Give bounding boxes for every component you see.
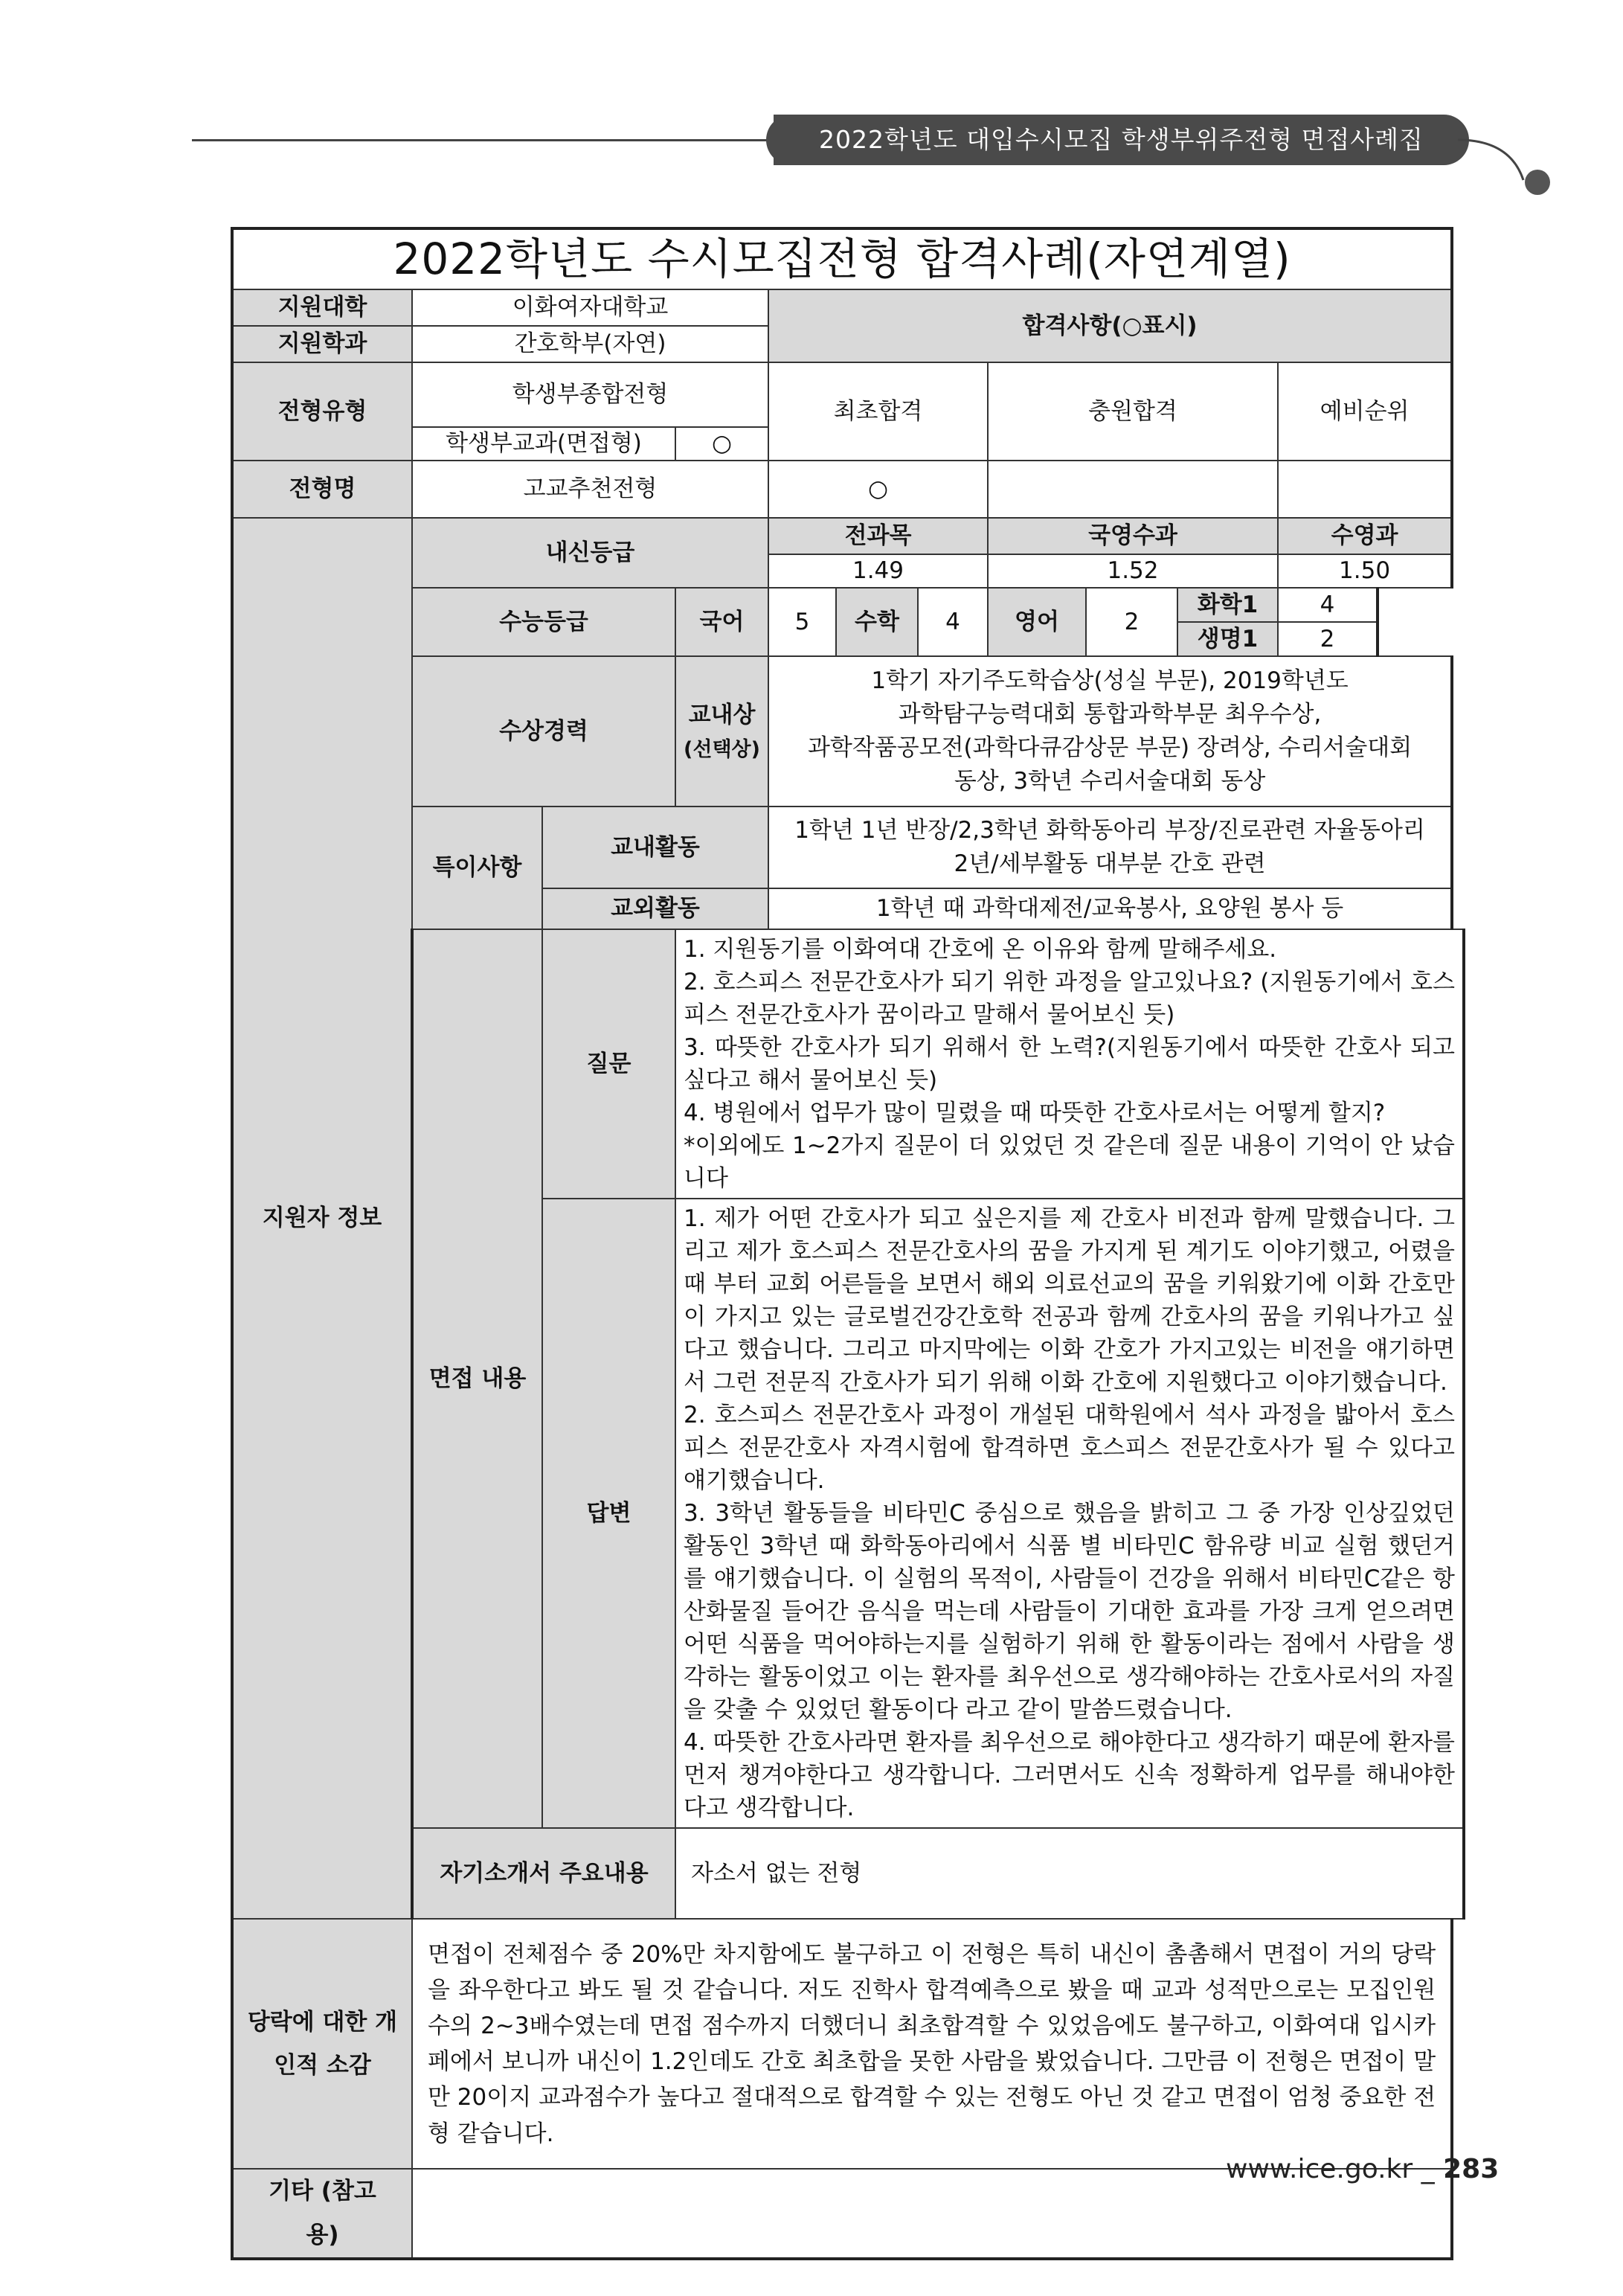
csat-english-label: 영어 <box>988 588 1086 656</box>
running-title: 2022학년도 대입수시모집 학생부위주전형 면접사례집 <box>774 115 1469 165</box>
question-item: 1. 지원동기를 이화여대 간호에 온 이유와 함께 말해주세요. <box>684 936 1277 963</box>
gpa-value-kems: 1.52 <box>988 554 1278 588</box>
gpa-header-kems: 국영수과 <box>988 518 1278 554</box>
page-footer <box>1226 2154 1499 2184</box>
awards-line: 동상, 3학년 수리서술대회 동상 <box>954 767 1266 795</box>
gpa-value-all: 1.49 <box>768 554 988 588</box>
gpa-header-all: 전과목 <box>768 518 988 554</box>
result-waitlist-mark <box>1278 461 1452 518</box>
label-answer: 답변 <box>542 1199 675 1828</box>
questions-value <box>675 929 1464 1199</box>
csat-korean-value: 5 <box>768 588 836 656</box>
admission-type-1: 학생부종합전형 <box>412 362 768 427</box>
label-awards-sub-paren: (선택상) <box>684 738 760 762</box>
page-number: 283 <box>1443 2154 1500 2184</box>
self-intro-value: 자소서 없는 전형 <box>675 1828 1464 1919</box>
label-awards-sub-main: 교내상 <box>688 701 756 728</box>
result-first-mark: ○ <box>768 461 988 518</box>
result-additional-label: 충원합격 <box>988 362 1278 461</box>
csat-sci1-value: 4 <box>1278 588 1378 622</box>
csat-sci2-label: 생명1 <box>1177 622 1278 656</box>
university-value: 이화여자대학교 <box>412 289 768 326</box>
result-waitlist-label: 예비순위 <box>1278 362 1452 461</box>
awards-value <box>768 656 1452 807</box>
csat-math-value: 4 <box>918 588 988 656</box>
label-admission-type: 전형유형 <box>232 362 412 461</box>
question-item: 2. 호스피스 전문간호사가 되기 위한 과정을 알고있나요? (지원동기에서 호스피스 전문간호사가 꿈이라고 말해서 물어보신 듯) <box>684 969 1455 1029</box>
result-additional-mark <box>988 461 1278 518</box>
csat-sci2-value: 2 <box>1278 622 1378 656</box>
opinion-value: 면접이 전체점수 중 20%만 차지함에도 불구하고 이 전형은 특히 내신이 촘촘해서 면접이 거의 당락을 좌우한다고 봐도 될 것 같습니다. 저도 진학사 합격예측으로 봤을 때 교과 성적만으로는 모집인원 수의 2~3배수였는데 면접 점수까지 더했더니 최초합격할 수 있었음에도 불구하고, 이화여대 입시카페에서 보니까 내신이 1.2인데도 간호 최초합을 못한 사람을 봤었습니다. 그만큼 이 전형은 면접이 말만 20이지 교과점수가 높다고 절대적으로 합격할 수 있는 전형도 아닌 것 같고 면접이 엄청 중요한 전형 같습니다. <box>412 1919 1452 2169</box>
question-item: 3. 따뜻한 간호사가 되기 위해서 한 노력?(지원동기에서 따뜻한 간호사 되고싶다고 해서 물어보신 듯) <box>684 1034 1455 1094</box>
awards-line: 1학기 자기주도학습상(성실 부문), 2019학년도 <box>871 667 1349 695</box>
in-school-line: 1학년 1년 반장/2,3학년 화학동아리 부장/진로관련 자율동아리 <box>794 817 1425 844</box>
answers-value <box>675 1199 1464 1828</box>
result-first-label: 최초합격 <box>768 362 988 461</box>
csat-korean-label: 국어 <box>675 588 768 656</box>
label-admission-name: 전형명 <box>232 461 412 518</box>
label-university: 지원대학 <box>232 289 412 326</box>
csat-english-value: 2 <box>1086 588 1177 656</box>
label-applicant-info: 지원자 정보 <box>232 518 412 1919</box>
footer-separator: _ <box>1421 2154 1435 2184</box>
label-other: 기타 (참고용) <box>232 2169 412 2259</box>
admission-type-2-mark: ○ <box>675 427 768 461</box>
label-awards: 수상경력 <box>412 656 675 807</box>
label-out-school: 교외활동 <box>542 888 768 929</box>
result-header: 합격사항(○표시) <box>768 289 1452 362</box>
label-department: 지원학과 <box>232 326 412 362</box>
question-item: *이외에도 1~2가지 질문이 더 있었던 것 같은데 질문 내용이 기억이 안 났습니다 <box>684 1132 1455 1193</box>
label-in-school: 교내활동 <box>542 807 768 888</box>
label-awards-sub <box>675 656 768 807</box>
label-csat: 수능등급 <box>412 588 675 656</box>
awards-line: 과학탐구능력대회 통합과학부문 최우수상, <box>898 701 1322 728</box>
admission-case-table <box>231 227 1465 2260</box>
question-item: 4. 병원에서 업무가 많이 밀렸을 때 따뜻한 간호사로서는 어떻게 할지? <box>684 1100 1386 1127</box>
label-question: 질문 <box>542 929 675 1199</box>
admission-type-2: 학생부교과(면접형) <box>412 427 675 461</box>
answer-item: 3. 3학년 활동들을 비타민C 중심으로 했음을 밝히고 그 중 가장 인상깊었던 활동인 3학년 때 화학동아리에서 식품 별 비타민C 함유량 비교 실험 했던거를 얘기했습니다. 이 실험의 목적이, 사람들이 건강을 위해서 비타민C같은 항산화물질 들어간 음식을 먹는데 사람들이 기대한 효과를 가장 크게 얻으려면 어떤 식품을 먹어야하는지를 실험하기 위해 한 활동이라는 점에서 사람을 생각하는 활동이었고 이는 환자를 최우선으로 생각해야하는 간호사로서의 자질을 갖출 수 있었던 활동이다 라고 같이 말씀드렸습니다. <box>684 1500 1455 1724</box>
label-special: 특이사항 <box>412 807 542 929</box>
in-school-line: 2년/세부활동 대부분 간호 관련 <box>954 850 1266 877</box>
department-value: 간호학부(자연) <box>412 326 768 362</box>
label-gpa: 내신등급 <box>412 518 768 588</box>
label-interview: 면접 내용 <box>412 929 542 1828</box>
header-dot <box>1525 170 1550 195</box>
admission-name-value: 고교추천전형 <box>412 461 768 518</box>
answer-item: 2. 호스피스 전문간호사 과정이 개설된 대학원에서 석사 과정을 밟아서 호스피스 전문간호사 자격시험에 합격하면 호스피스 전문간호사가 될 수 있다고 얘기했습니다. <box>684 1402 1455 1495</box>
label-self-intro: 자기소개서 주요내용 <box>412 1828 675 1919</box>
gpa-header-mes: 수영과 <box>1278 518 1452 554</box>
table-title: 2022학년도 수시모집전형 합격사례(자연계열) <box>232 228 1452 289</box>
answer-item: 4. 따뜻한 간호사라면 환자를 최우선으로 해야한다고 생각하기 때문에 환자를 먼저 챙겨야한다고 생각합니다. 그러면서도 신속 정확하게 업무를 해내야한다고 생각합니다. <box>684 1729 1455 1822</box>
out-school-value: 1학년 때 과학대제전/교육봉사, 요양원 봉사 등 <box>768 888 1452 929</box>
answer-item: 1. 제가 어떤 간호사가 되고 싶은지를 제 간호사 비전과 함께 말했습니다. 그리고 제가 호스피스 전문간호사의 꿈을 가지게 된 계기도 이야기했고, 어렸을 때 부터 교회 어른들을 보면서 해외 의료선교의 꿈을 키워왔기에 이화 간호만이 가지고 있는 글로벌건강간호학 전공과 함께 간호사의 꿈을 키워나가고 싶다고 했습니다. 그리고 마지막에는 이화 간호가 가지고있는 비전을 얘기하면서 그런 전문직 간호사가 되기 위해 이화 간호에 지원했다고 이야기했습니다. <box>684 1205 1455 1396</box>
csat-math-label: 수학 <box>836 588 918 656</box>
header-rule <box>192 139 809 141</box>
csat-sci1-label: 화학1 <box>1177 588 1278 622</box>
gpa-value-mes: 1.50 <box>1278 554 1452 588</box>
label-opinion: 당락에 대한 개인적 소감 <box>232 1919 412 2169</box>
awards-line: 과학작품공모전(과학다큐감상문 부문) 장려상, 수리서술대회 <box>807 734 1413 761</box>
footer-url: www.ice.go.kr <box>1226 2154 1413 2184</box>
in-school-value <box>768 807 1452 888</box>
